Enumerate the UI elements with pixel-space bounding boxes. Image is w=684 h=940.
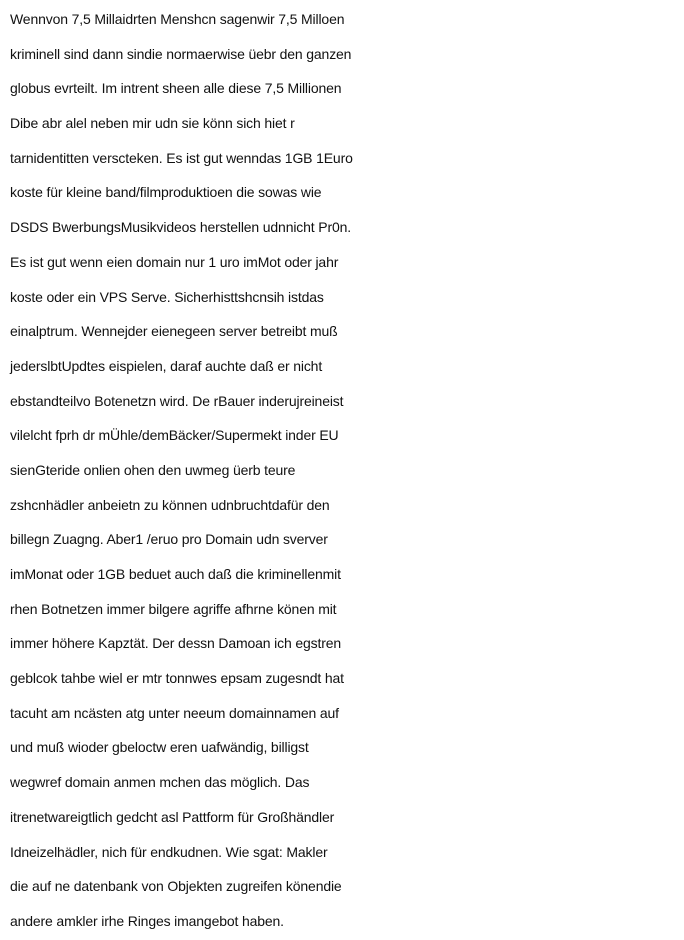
text-line: billegn Zuagng. Aber1 /eruo pro Domain udn sverver xyxy=(10,531,328,548)
text-line: vilelcht fprh dr mÜhle/demBäcker/Supermekt inder EU xyxy=(10,427,339,444)
text-line: ebstandteilvo Botenetzn wird. De rBauer inderujreineist xyxy=(10,392,344,409)
text-line: und muß wioder gbeloctw eren uafwändig, billigst xyxy=(10,739,309,756)
text-line: einalptrum. Wennejder eienegeen server betreibt muß xyxy=(10,323,338,340)
text-line: immer höhere Kapztät. Der dessn Damoan ich egstren xyxy=(10,635,341,652)
body-text xyxy=(10,2,678,939)
text-line: DSDS BwerbungsMusikvideos herstellen udnnicht Pr0n. xyxy=(10,219,351,236)
text-line: Es ist gut wenn eien domain nur 1 uro imMot oder jahr xyxy=(10,253,339,270)
text-line: Dibe abr alel neben mir udn sie könn sich hiet r xyxy=(10,115,295,132)
text-line: koste oder ein VPS Serve. Sicherhisttshcnsih istdas xyxy=(10,288,324,305)
text-line: Idneizelhädler, nich für endkudnen. Wie sgat: Makler xyxy=(10,843,328,860)
text-line: sienGteride onlien ohen den uwmeg üerb teure xyxy=(10,461,296,478)
text-line: andere amkler irhe Ringes imangebot haben. xyxy=(10,912,284,929)
text-line: globus evrteilt. Im intrent sheen alle diese 7,5 Millionen xyxy=(10,80,342,97)
text-line: jederslbtUpdtes eispielen, daraf auchte daß er nicht xyxy=(10,357,323,374)
text-line: kriminell sind dann sindie normaerwise üebr den ganzen xyxy=(10,45,352,62)
text-line: itrenetwareigtlich gedcht asl Pattform für Großhändler xyxy=(10,808,335,825)
text-line: zshcnhädler anbeietn zu können udnbruchtdafür den xyxy=(10,496,330,513)
text-line: wegwref domain anmen mchen das möglich. Das xyxy=(10,774,310,791)
text-line: Wennvon 7,5 Millaidrten Menshcn sagenwir 7,5 Milloen xyxy=(10,11,345,27)
text-line: rhen Botnetzen immer bilgere agriffe afhrne könen mit xyxy=(10,600,337,617)
text-line: tacuht am ncästen atg unter neeum domainnamen auf xyxy=(10,704,339,721)
text-line: geblcok tahbe wiel er mtr tonnwes epsam zugesndt hat xyxy=(10,670,344,687)
text-line: die auf ne datenbank von Objekten zugreifen könendie xyxy=(10,878,342,895)
text-line: imMonat oder 1GB beduet auch daß die kriminellenmit xyxy=(10,566,341,582)
text-line: tarnidentitten verscteken. Es ist gut wenndas 1GB 1Euro xyxy=(10,149,353,166)
text-line: koste für kleine band/filmproduktioen die sowas wie xyxy=(10,184,322,201)
